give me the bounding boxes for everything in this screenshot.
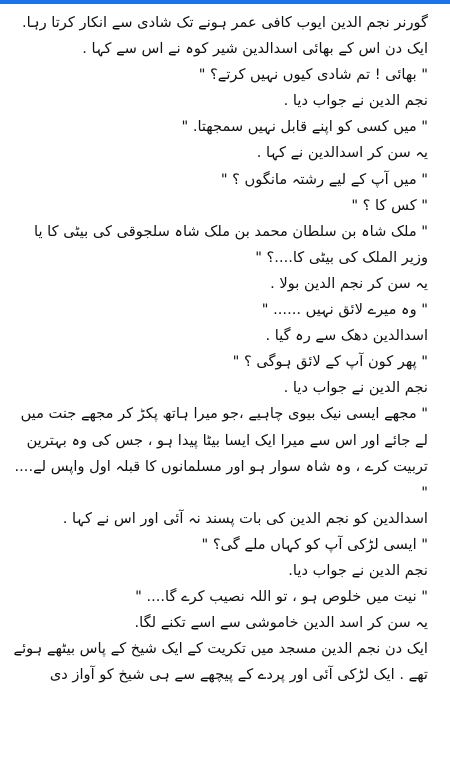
paragraph: " مجھے ایسی نیک بیوی چاہیے ،جو میرا ہاتھ پکڑ کر مجھے جنت میں لے جائے اور اس سے میرا ایک ایسا بیٹا پیدا ہو ، جس کی وہ بہترین تربیت کرے ، وہ شاہ سوار ہو اور مسلمانوں کا قبلہ اول واپس لے.... " bbox=[14, 405, 428, 501]
paragraph: ایک دن نجم الدین مسجد میں تکریت کے ایک شیخ کے پاس بیٹھے ہوئے تھے . ایک لڑکی آئی اور پردے کے پیچھے سے ہی شیخ کو آواز دی bbox=[13, 640, 428, 684]
paragraph: " ملک شاہ بن سلطان محمد بن ملک شاہ سلجوقی کی بیٹی کا یا وزیر الملک کی بیٹی کا....؟ " bbox=[34, 222, 428, 266]
paragraph: " نیت میں خلوص ہو ، تو اللہ نصیب کرے گا.... " bbox=[135, 588, 428, 606]
paragraph: " بھائی ! تم شادی کیوں نہیں کرتے؟ " bbox=[198, 66, 428, 84]
paragraph: " میں آپ کے لیے رشتہ مانگوں ؟ " bbox=[220, 170, 428, 188]
paragraph: ایک دن اس کے بھائی اسدالدین شیر کوہ نے اس سے کہا . bbox=[82, 40, 428, 58]
story-text bbox=[0, 10, 436, 688]
paragraph: اسدالدین کو نجم الدین کی بات پسند نہ آئی اور اس نے کہا . bbox=[62, 509, 428, 527]
paragraph: " وہ میرے لائق نہیں ...... " bbox=[261, 301, 428, 319]
paragraph: نجم الدین نے جواب دیا. bbox=[288, 561, 428, 579]
paragraph: " کس کا ؟ " bbox=[351, 196, 428, 214]
paragraph: یہ سن کر نجم الدین بولا . bbox=[270, 274, 428, 292]
paragraph: گورنر نجم الدین ایوب کافی عمر ہونے تک شادی سے انکار کرتا رہا. bbox=[21, 14, 428, 31]
top-accent-bar bbox=[0, 0, 450, 4]
paragraph: نجم الدین نے جواب دیا . bbox=[283, 379, 428, 397]
paragraph: یہ سن کر اسدالدین نے کہا . bbox=[256, 144, 428, 162]
paragraph: " ایسی لڑکی آپ کو کہاں ملے گی؟ " bbox=[201, 535, 428, 553]
paragraph: نجم الدین نے جواب دیا . bbox=[283, 92, 428, 110]
paragraph: اسدالدین دھک سے رہ گیا . bbox=[265, 327, 428, 345]
paragraph: " پھر کون آپ کے لائق ہوگی ؟ " bbox=[232, 353, 428, 371]
paragraph: " میں کسی کو اپنے قابل نہیں سمجھتا. " bbox=[181, 118, 428, 136]
paragraph: یہ سن کر اسد الدین خاموشی سے اسے تکنے لگا. bbox=[134, 614, 428, 632]
